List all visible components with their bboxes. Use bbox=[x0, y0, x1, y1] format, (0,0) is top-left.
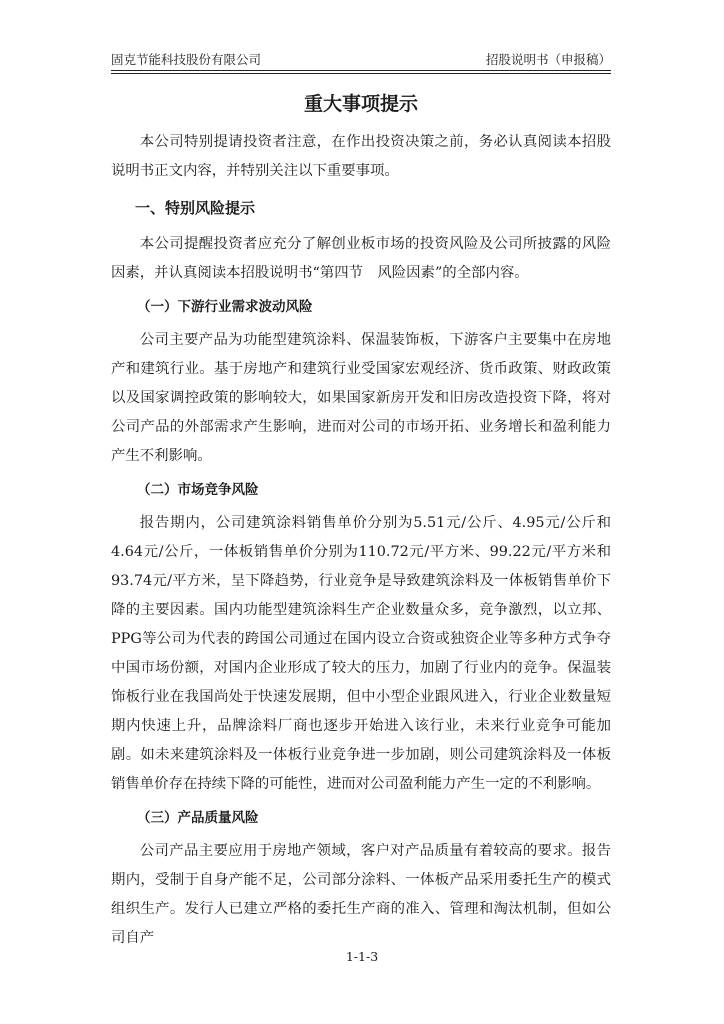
subsection-heading-competition-risk: （二）市场竞争风险 bbox=[137, 482, 259, 498]
header-document-type: 招股说明书（申报稿） bbox=[485, 52, 611, 67]
subsection-heading-quality-risk: （三）产品质量风险 bbox=[137, 810, 259, 826]
page-header bbox=[111, 50, 611, 70]
intro-paragraph: 本公司特别提请投资者注意，在作出投资决策之前，务必认真阅读本招股说明书正文内容，并特别关注以下重要事项。 bbox=[111, 134, 611, 179]
page-title: 重大事项提示 bbox=[303, 93, 418, 115]
demand-risk-paragraph: 公司主要产品为功能型建筑涂料、保温装饰板，下游客户主要集中在房地产和建筑行业。基于房地产和建筑行业受国家宏观经济、货币政策、财政政策以及国家调控政策的影响较大，如果国家新房开发和旧房改造投资下降，将对公司产品的外部需求产生影响，进而对公司的市场开拓、业务增长和盈利能力产生不利影响。 bbox=[111, 332, 611, 464]
page-body bbox=[111, 89, 611, 953]
subsection-heading-demand-risk: （一）下游行业需求波动风险 bbox=[137, 299, 313, 315]
header-rule bbox=[111, 70, 611, 71]
section-heading-special-risks: 一、特别风险提示 bbox=[135, 199, 256, 217]
page-number: 1-1-3 bbox=[345, 949, 379, 964]
section-intro-paragraph: 本公司提醒投资者应充分了解创业板市场的投资风险及公司所披露的风险因素，并认真阅读本招股说明书“第四节 风险因素”的全部内容。 bbox=[111, 236, 611, 281]
header-rule-thick bbox=[111, 73, 611, 74]
competition-risk-paragraph: 报告期内，公司建筑涂料销售单价分别为5.51元/公斤、4.95元/公斤和4.64元/公斤，一体板销售单价分别为110.72元/平方米、99.22元/平方米和93.74元/平方米，呈下降趋势，行业竞争是导致建筑涂料及一体板销售单价下降的主要因素。国内功能型建筑涂料生产企业数量众多，竞争激烈，以立邦、PPG等公司为代表的跨国公司通过在国内设立合资或独资企业等多种方式争夺中国市场份额，对国内企业形成了较大的压力，加剧了行业内的竞争。保温装饰板行业在我国尚处于快速发展期，但中小型企业跟风进入，行业企业数量短期内快速上升，品牌涂料厂商也逐步开始进入该行业，未来行业竞争可能加剧。如未来建筑涂料及一体板行业竞争进一步加剧，则公司建筑涂料及一体板销售单价存在持续下降的可能性，进而对公司盈利能力产生一定的不利影响。 bbox=[111, 515, 611, 792]
quality-risk-paragraph: 公司产品主要应用于房地产领域，客户对产品质量有着较高的要求。报告期内，受制于自身产能不足，公司部分涂料、一体板产品采用委托生产的模式组织生产。发行人已建立严格的委托生产商的准入、管理和淘汰机制，但如公司自产 bbox=[111, 843, 611, 946]
header-company-name: 固克节能科技股份有限公司 bbox=[111, 52, 262, 67]
